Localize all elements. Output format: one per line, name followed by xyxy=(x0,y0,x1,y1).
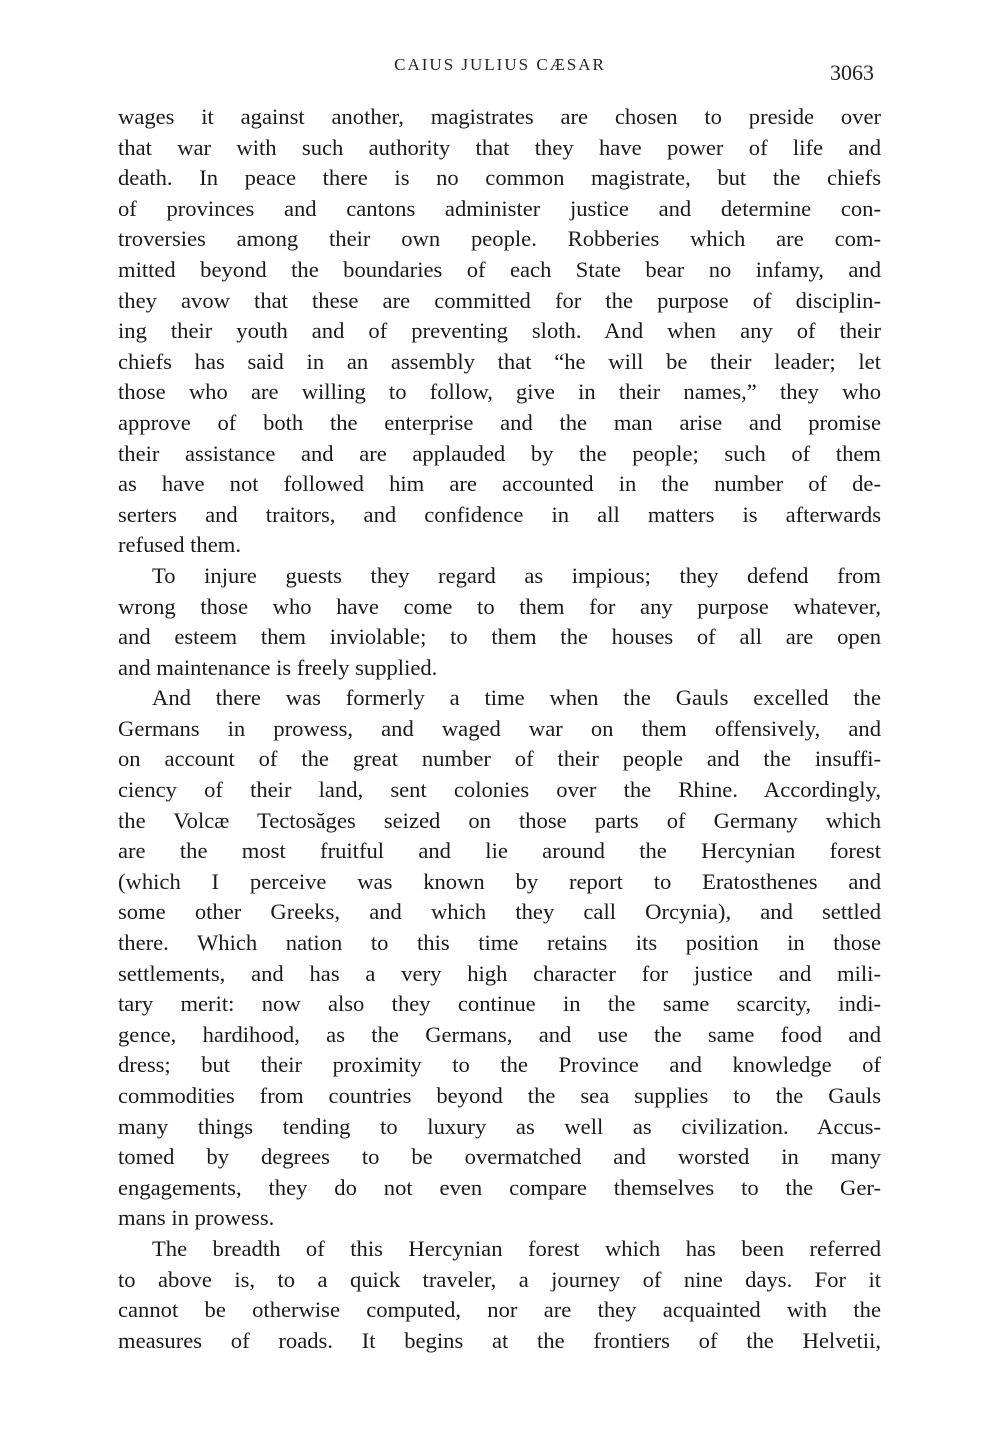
text-line: wages it against another, magistrates are chosen to preside over xyxy=(118,104,881,129)
text-line: and esteem them inviolable; to them the houses of all are open xyxy=(118,624,881,650)
paragraph xyxy=(118,1234,881,1356)
text-line: serters and traitors, and confidence in all matters is afterwards xyxy=(118,501,881,527)
text-line: as have not followed him are accounted in the number of de- xyxy=(118,471,881,497)
paragraph xyxy=(118,102,881,561)
text-line: chiefs has said in an assembly that “he will be their leader; let xyxy=(118,348,881,374)
text-line: there. Which nation to this time retains its position in those xyxy=(118,930,881,956)
text-line: those who are willing to follow, give in their names,” they who xyxy=(118,379,881,405)
text-line: To injure guests they regard as impious; they defend from xyxy=(152,562,881,588)
text-line: many things tending to luxury as well as civilization. Accus- xyxy=(118,1113,881,1139)
text-line: ciency of their land, sent colonies over the Rhine. Accordingly, xyxy=(118,777,881,803)
text-line: ing their youth and of preventing sloth. And when any of their xyxy=(118,318,881,344)
text-line: on account of the great number of their people and the insuffi- xyxy=(118,746,881,772)
text-line: gence, hardihood, as the Germans, and use the same food and xyxy=(118,1021,881,1047)
text-line: mitted beyond the boundaries of each State bear no infamy, and xyxy=(118,256,881,282)
text-line: are the most fruitful and lie around the Hercynian forest xyxy=(118,838,881,864)
page-number: 3063 xyxy=(830,60,874,85)
text-line: Germans in prowess, and waged war on them offensively, and xyxy=(118,715,881,741)
text-line: cannot be otherwise computed, nor are they acquainted with the xyxy=(118,1297,881,1323)
text-line: approve of both the enterprise and the man arise and promise xyxy=(118,409,881,435)
text-line: and maintenance is freely supplied. xyxy=(118,654,438,680)
text-line: wrong those who have come to them for any purpose whatever, xyxy=(118,593,881,619)
text-line: of provinces and cantons administer justice and determine con- xyxy=(118,195,881,221)
text-line: And there was formerly a time when the Gauls excelled the xyxy=(152,685,881,711)
body-text xyxy=(118,102,881,1356)
text-line: their assistance and are applauded by the people; such of them xyxy=(118,440,881,466)
text-line: refused them. xyxy=(118,532,241,558)
text-line: to above is, to a quick traveler, a journey of nine days. For it xyxy=(118,1266,881,1292)
text-line: mans in prowess. xyxy=(118,1205,275,1231)
paragraph xyxy=(118,561,881,683)
text-line: dress; but their proximity to the Province and knowledge of xyxy=(118,1052,881,1078)
text-line: they avow that these are committed for the purpose of disciplin- xyxy=(118,287,881,313)
text-line: The breadth of this Hercynian forest which has been referred xyxy=(152,1235,881,1261)
text-line: troversies among their own people. Robberies which are com- xyxy=(118,226,881,252)
text-line: engagements, they do not even compare themselves to the Ger- xyxy=(118,1174,881,1200)
text-line: tomed by degrees to be overmatched and worsted in many xyxy=(118,1144,881,1170)
text-line: death. In peace there is no common magistrate, but the chiefs xyxy=(118,165,881,191)
text-line: the Volcæ Tectosăges seized on those parts of Germany which xyxy=(118,807,881,833)
text-line: (which I perceive was known by report to Eratosthenes and xyxy=(118,868,881,894)
running-head: CAIUS JULIUS CÆSAR xyxy=(394,55,606,74)
text-line: measures of roads. It begins at the frontiers of the Helvetii, xyxy=(118,1327,881,1353)
text-line: tary merit: now also they continue in the same scarcity, indi- xyxy=(118,991,881,1017)
text-line: that war with such authority that they have power of life and xyxy=(118,134,881,160)
paragraph xyxy=(118,683,881,1234)
text-line: settlements, and has a very high character for justice and mili- xyxy=(118,960,881,986)
text-line: commodities from countries beyond the sea supplies to the Gauls xyxy=(118,1083,881,1108)
text-line: some other Greeks, and which they call Orcynia), and settled xyxy=(118,899,881,925)
